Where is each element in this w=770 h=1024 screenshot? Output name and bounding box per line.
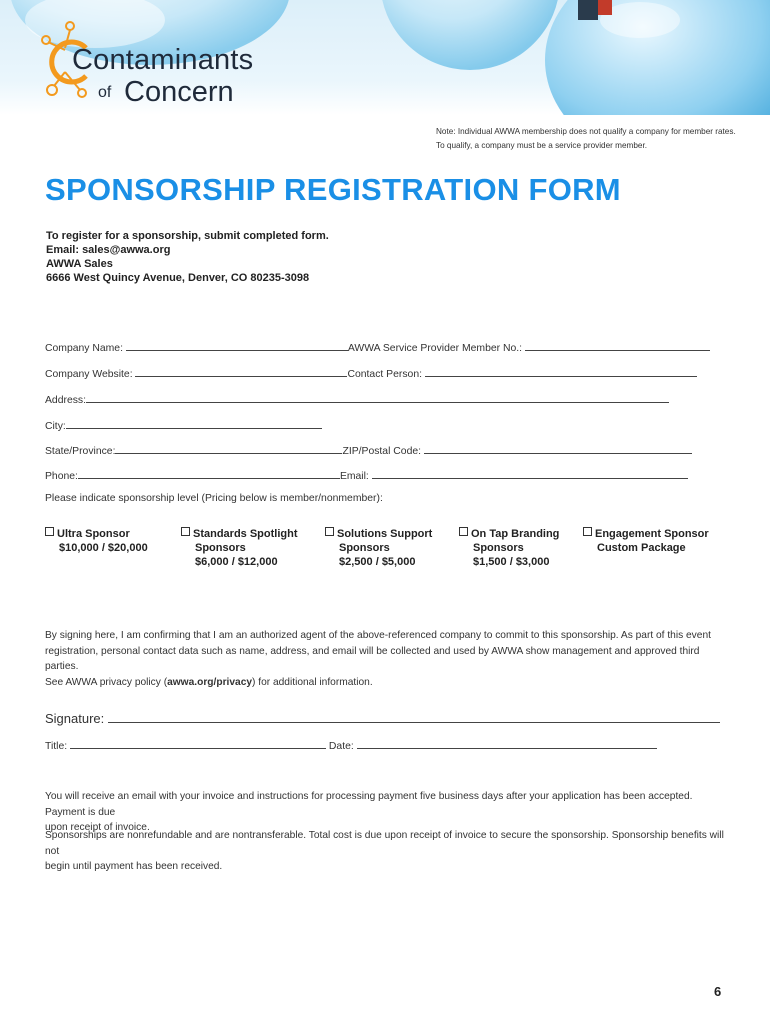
option-price: $2,500 / $5,000 (339, 556, 416, 568)
consent-text: ) for additional information. (252, 676, 373, 688)
date-field[interactable] (357, 738, 657, 749)
city-label: City: (45, 421, 66, 432)
consent-line: registration, personal contact data such as name, address, and email will be collected and used by AWWA show management and approved third parties. (45, 645, 700, 672)
consent-paragraph (45, 628, 735, 690)
title-field[interactable] (70, 738, 326, 749)
option-price: $6,000 / $12,000 (195, 556, 278, 568)
address-field[interactable] (86, 392, 669, 403)
note-line: Note: Individual AWWA membership does not qualify a company for member rates. (436, 127, 736, 136)
option-title: Engagement Sponsor (595, 528, 709, 540)
phone-label: Phone: (45, 471, 78, 482)
logo-text-of: of (98, 84, 112, 101)
contact-person-label: Contact Person: (347, 369, 422, 380)
privacy-policy-link[interactable]: awwa.org/privacy (167, 676, 253, 688)
title-label: Title: (45, 741, 68, 752)
row-title-date (45, 738, 657, 752)
option-title: Standards Spotlight (193, 528, 298, 540)
contact-info (46, 229, 329, 285)
checkbox-icon[interactable] (45, 527, 54, 536)
membership-note (436, 125, 756, 153)
row-city (45, 418, 322, 432)
contact-email: Email: sales@awwa.org (46, 244, 171, 256)
row-state (45, 443, 692, 457)
option-price: $10,000 / $20,000 (59, 542, 148, 554)
sponsor-option-standards-spotlight[interactable] (181, 527, 298, 569)
email-label: Email: (339, 471, 369, 482)
option-subtitle: Sponsors (473, 542, 524, 554)
checkbox-icon[interactable] (325, 527, 334, 536)
page-number: 6 (714, 984, 722, 999)
row-company (45, 340, 710, 354)
checkbox-icon[interactable] (583, 527, 592, 536)
logo-text-concern: Concern (124, 76, 234, 108)
zip-label: ZIP/Postal Code: (342, 446, 422, 457)
consent-text: See AWWA privacy policy ( (45, 676, 168, 688)
member-no-label: AWWA Service Provider Member No.: (347, 343, 523, 354)
page-title: SPONSORSHIP REGISTRATION FORM (45, 172, 621, 207)
phone-field[interactable] (78, 468, 340, 479)
consent-line: By signing here, I am confirming that I am an authorized agent of the above-referenced company to commit to this sponsorship. As part of this event (45, 630, 711, 641)
signature-label: Signature: (45, 711, 105, 726)
contact-address: 6666 West Quincy Avenue, Denver, CO 80235-3098 (46, 272, 310, 284)
member-no-field[interactable] (525, 340, 710, 351)
note-line: To qualify, a company must be a service provider member. (436, 141, 647, 150)
date-label: Date: (328, 741, 354, 752)
consent-line (45, 675, 735, 691)
refund-line: begin until payment has been received. (45, 861, 223, 872)
city-field[interactable] (66, 418, 322, 429)
refund-line: Sponsorships are nonrefundable and are nontransferable. Total cost is due upon receipt of invoice to secure the sponsorship. Sponsorship benefits will not (45, 830, 724, 857)
address-label: Address: (45, 395, 87, 406)
header-banner (0, 0, 770, 115)
contact-person-field[interactable] (425, 366, 697, 377)
company-website-label: Company Website: (45, 369, 133, 380)
payment-line: You will receive an email with your invoice and instructions for processing payment five business days after your application has been accepted. Payment is due (45, 791, 693, 818)
row-website (45, 366, 697, 380)
refund-paragraph (45, 828, 735, 875)
company-name-label: Company Name: (45, 343, 123, 354)
sponsor-option-solutions-support[interactable] (325, 527, 432, 569)
contact-line: To register for a sponsorship, submit completed form. (46, 230, 329, 242)
option-title: Solutions Support (337, 528, 433, 540)
signature-field[interactable] (108, 712, 720, 723)
payment-line: upon receipt of invoice. (45, 822, 150, 833)
option-subtitle: Sponsors (339, 542, 390, 554)
checkbox-icon[interactable] (181, 527, 190, 536)
signature-row (45, 711, 720, 726)
option-subtitle: Sponsors (195, 542, 246, 554)
email-field[interactable] (372, 468, 688, 479)
company-name-field[interactable] (126, 340, 348, 351)
state-label: State/Province: (45, 446, 116, 457)
row-address (45, 392, 669, 406)
zip-field[interactable] (424, 443, 692, 454)
sponsor-option-engagement[interactable] (583, 527, 709, 555)
row-phone (45, 468, 688, 482)
option-title: On Tap Branding (471, 528, 560, 540)
contact-line: AWWA Sales (46, 258, 113, 270)
logo-text-contaminants: Contaminants (72, 44, 254, 76)
checkbox-icon[interactable] (459, 527, 468, 536)
option-title: Ultra Sponsor (57, 528, 130, 540)
sponsor-option-on-tap-branding[interactable] (459, 527, 559, 569)
option-price: $1,500 / $3,000 (473, 556, 550, 568)
sponsor-option-ultra[interactable] (45, 527, 148, 555)
state-field[interactable] (115, 443, 342, 454)
sponsorship-level-label: Please indicate sponsorship level (Pricing below is member/nonmember): (45, 493, 383, 504)
company-website-field[interactable] (135, 366, 347, 377)
option-subtitle: Custom Package (597, 542, 686, 554)
